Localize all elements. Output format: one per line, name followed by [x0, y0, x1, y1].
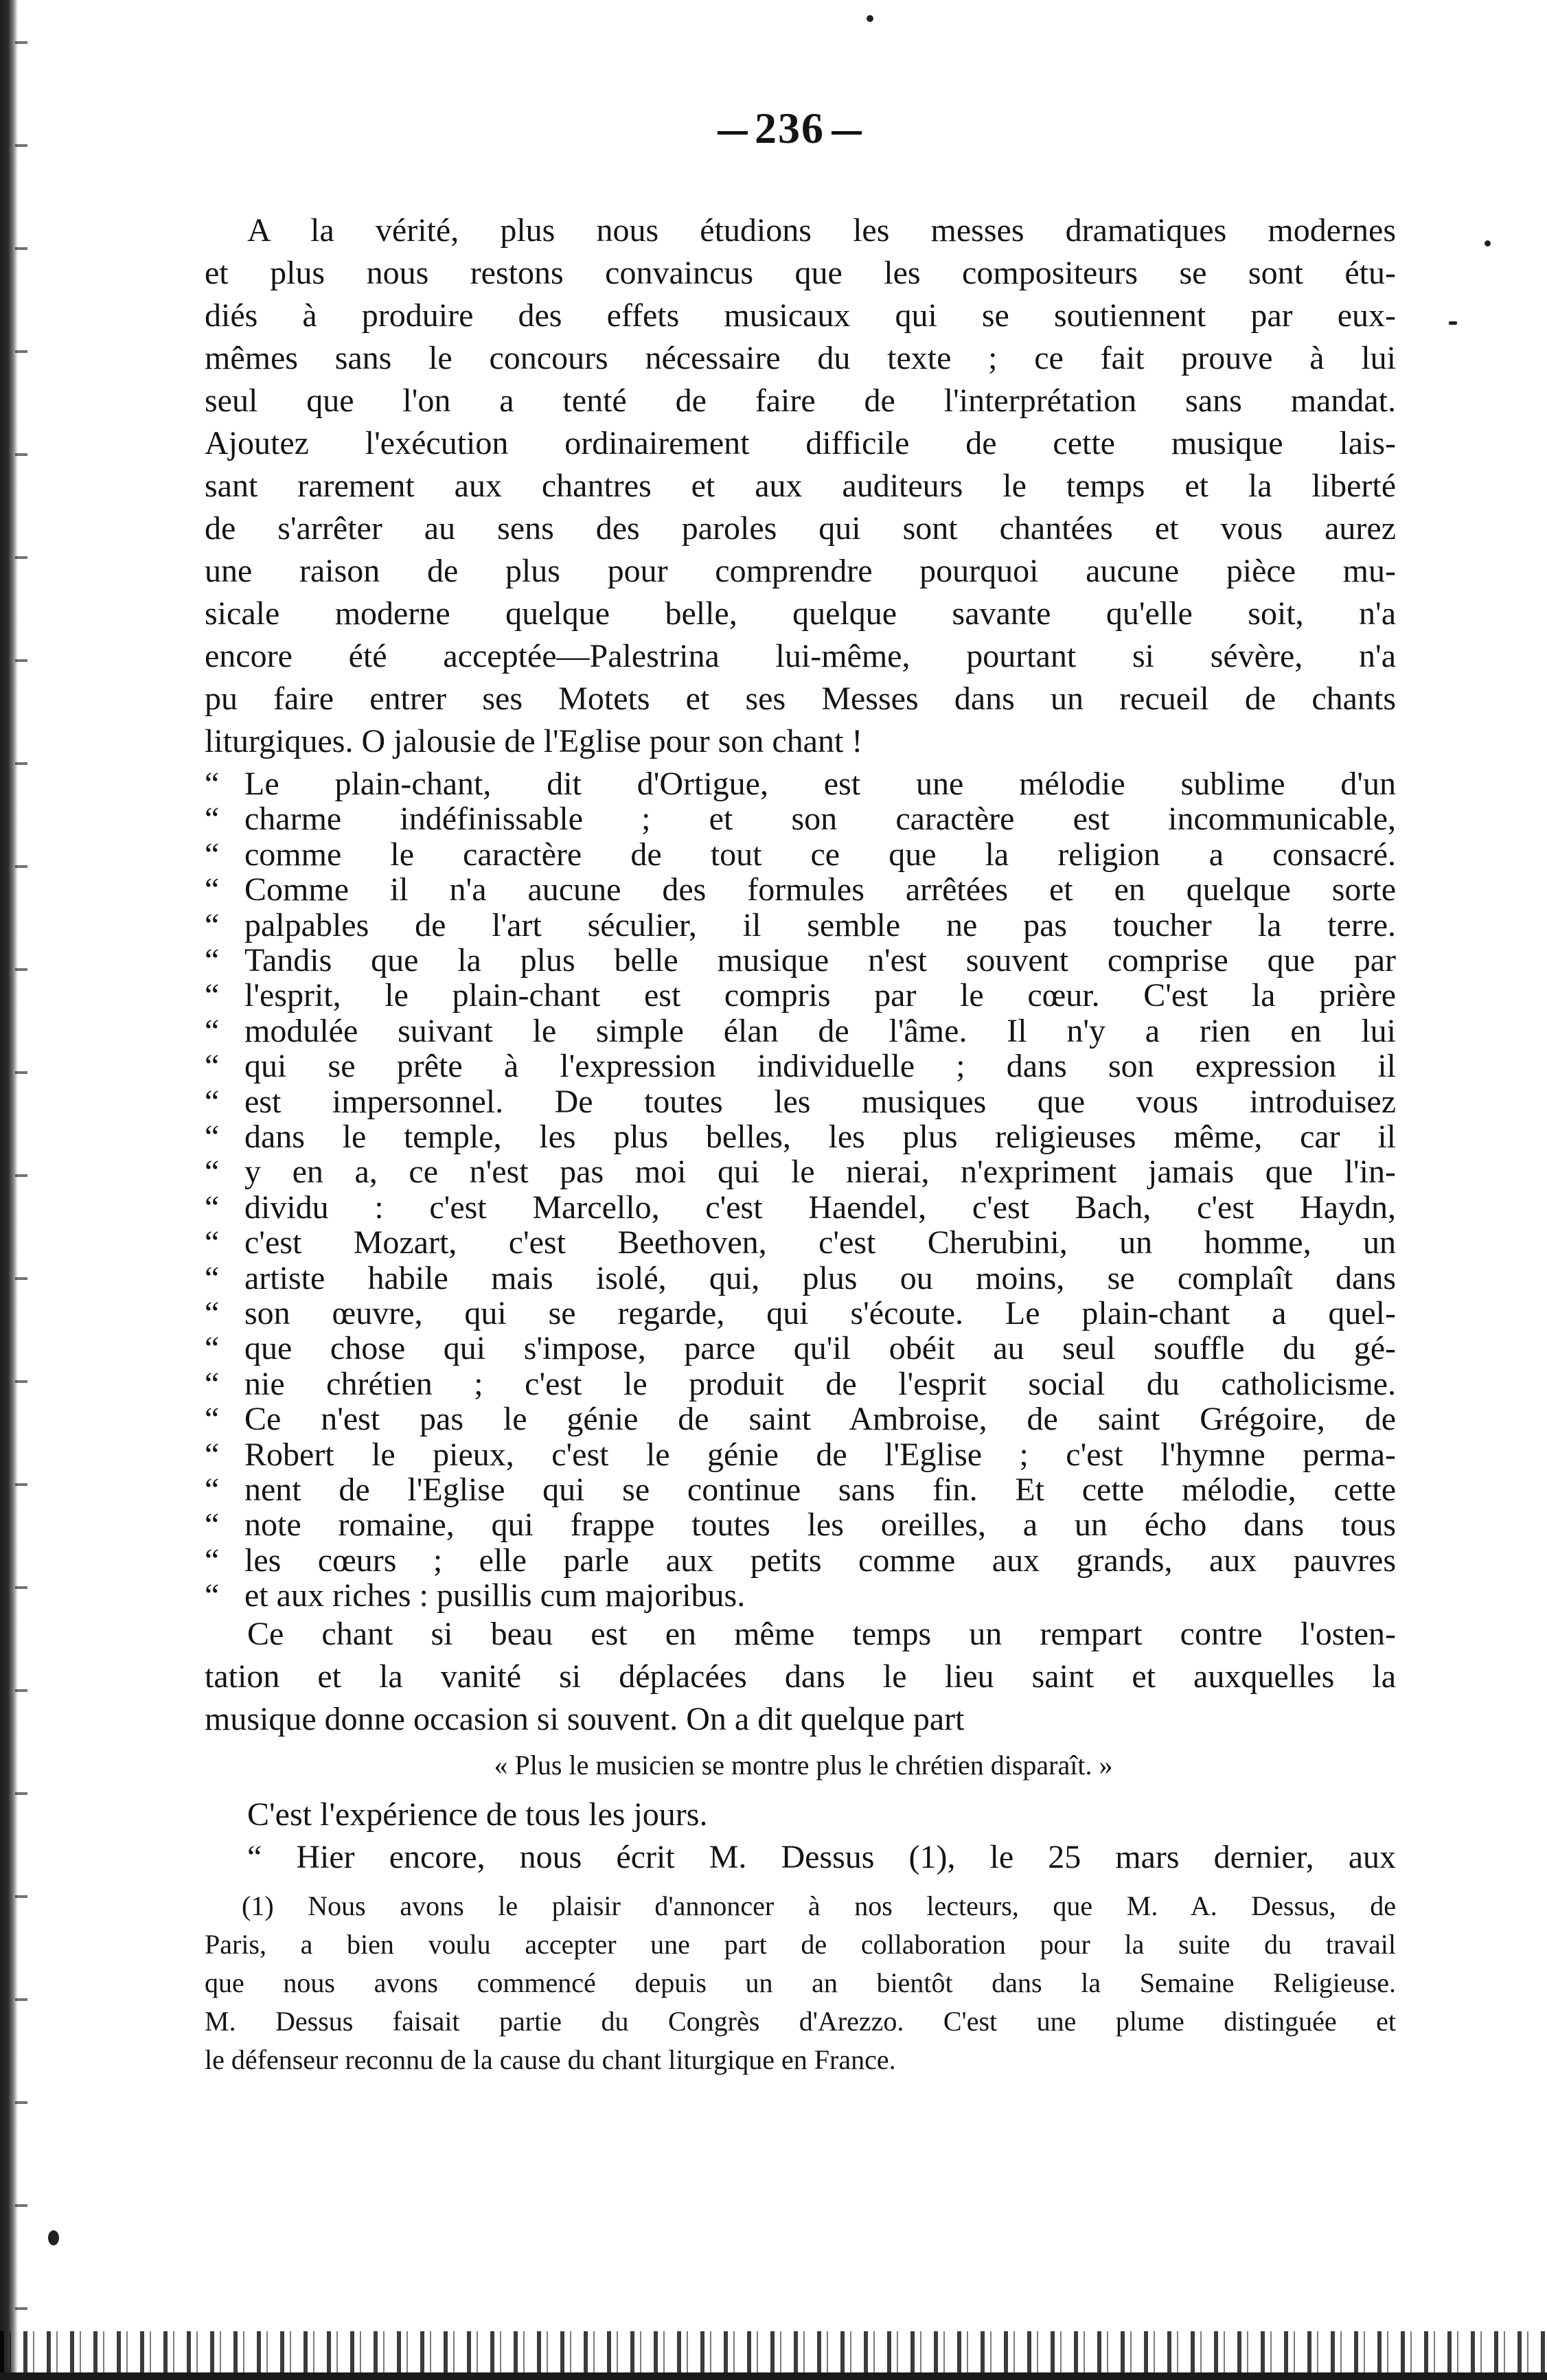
- body-line: Ajoutez l'exécution ordinairement difficile de cette musique lais-: [205, 425, 1396, 461]
- body-line: C'est l'expérience de tous les jours.: [247, 1796, 708, 1833]
- quote-mark: “: [205, 1013, 220, 1049]
- scan-left-edge-spots: [15, 0, 27, 2380]
- quoted-line-text: modulée suivant le simple élan de l'âme. Il n'y a rien en lui: [244, 1013, 1396, 1049]
- body-line: musique donne occasion si souvent. On a dit quelque part: [205, 1701, 965, 1737]
- quote-mark: “: [205, 1154, 220, 1190]
- quoted-line-text: Comme il n'a aucune des formules arrêtées et en quelque sorte: [244, 871, 1396, 908]
- quote-mark: “: [205, 1577, 220, 1614]
- centered-quote: « Plus le musicien se montre plus le chrétien disparaît. »: [494, 1750, 1113, 1781]
- quoted-line-text: Robert le pieux, c'est le génie de l'Eglise ; c'est l'hymne perma-: [244, 1437, 1396, 1473]
- page-number-dash-right: [832, 131, 862, 135]
- quoted-line-text: nie chrétien ; c'est le produit de l'esprit social du catholicisme.: [244, 1366, 1396, 1402]
- quote-mark: “: [205, 1295, 220, 1331]
- footnote-line: M. Dessus faisait partie du Congrès d'Arezzo. C'est une plume distinguée et: [205, 2006, 1396, 2037]
- quote-mark: “: [205, 907, 220, 943]
- quoted-line-text: note romaine, qui frappe toutes les oreilles, a un écho dans tous: [244, 1507, 1396, 1543]
- body-line: sant rarement aux chantres et aux auditeurs le temps et la liberté: [205, 468, 1396, 504]
- footnote-line: que nous avons commencé depuis un an bientôt dans la Semaine Religieuse.: [205, 1967, 1396, 1998]
- quoted-line-text: et aux riches : pusillis cum majoribus.: [244, 1577, 746, 1614]
- quoted-line-text: les cœurs ; elle parle aux petits comme aux grands, aux pauvres: [244, 1542, 1396, 1579]
- scan-speck: [48, 2230, 59, 2245]
- body-line: tation et la vanité si déplacées dans le lieu saint et auxquelles la: [205, 1658, 1396, 1695]
- quote-mark: “: [205, 1507, 220, 1543]
- footnote-line: Paris, a bien voulu accepter une part de collaboration pour la suite du travail: [205, 1929, 1396, 1960]
- quoted-line-text: y en a, ce n'est pas moi qui le nierai, n'expriment jamais que l'in-: [244, 1154, 1396, 1190]
- quote-mark: “: [205, 1472, 220, 1508]
- body-line: une raison de plus pour comprendre pourquoi aucune pièce mu-: [205, 553, 1396, 589]
- scan-bottom-line: [0, 2372, 1547, 2380]
- body-line: sicale moderne quelque belle, quelque savante qu'elle soit, n'a: [205, 595, 1396, 632]
- footnote-line: (1) Nous avons le plaisir d'annoncer à nos lecteurs, que M. A. Dessus, de: [242, 1890, 1396, 1921]
- quote-mark: “: [205, 871, 220, 908]
- scan-speck: [1449, 321, 1457, 325]
- body-line: liturgiques. O jalousie de l'Eglise pour son chant !: [205, 723, 863, 759]
- body-line: de s'arrêter au sens des paroles qui sont chantées et vous aurez: [205, 510, 1396, 547]
- quoted-line-text: est impersonnel. De toutes les musiques que vous introduisez: [244, 1084, 1396, 1120]
- quote-mark: “: [205, 766, 220, 802]
- page-number-text: 236: [755, 104, 825, 152]
- quote-mark: “: [205, 1366, 220, 1402]
- page-number-dash-left: [718, 131, 748, 135]
- quoted-line-text: son œuvre, qui se regarde, qui s'écoute. Le plain-chant a quel-: [244, 1295, 1396, 1331]
- body-line: encore été acceptée—Palestrina lui-même, pourtant si sévère, n'a: [205, 638, 1396, 674]
- quoted-line-text: dividu : c'est Marcello, c'est Haendel, c'est Bach, c'est Haydn,: [244, 1189, 1396, 1226]
- body-line: et plus nous restons convaincus que les compositeurs se sont étu-: [205, 255, 1396, 291]
- quote-mark: “: [205, 1542, 220, 1579]
- quote-mark: “: [205, 1401, 220, 1437]
- page-number: [687, 103, 893, 154]
- quoted-line-text: Tandis que la plus belle musique n'est souvent comprise que par: [244, 942, 1396, 979]
- body-line: mêmes sans le concours nécessaire du texte ; ce fait prouve à lui: [205, 340, 1396, 376]
- quote-mark: “: [205, 942, 220, 979]
- quoted-line-text: que chose qui s'impose, parce qu'il obéit au seul souffle du gé-: [244, 1330, 1396, 1366]
- scan-speck: [1485, 240, 1491, 247]
- quoted-line-text: Le plain-chant, dit d'Ortigue, est une mélodie sublime d'un: [244, 766, 1396, 802]
- quote-mark: “: [205, 1189, 220, 1226]
- quote-mark: “: [205, 1119, 220, 1155]
- scan-speck: [867, 15, 873, 22]
- quote-mark: “: [205, 1084, 220, 1120]
- quoted-line-text: charme indéfinissable ; et son caractère est incommunicable,: [244, 801, 1396, 837]
- quote-mark: “: [205, 801, 220, 837]
- quote-mark: “: [205, 1224, 220, 1261]
- quote-mark: “: [205, 977, 220, 1014]
- quote-mark: “: [205, 1260, 220, 1296]
- quoted-line-text: dans le temple, les plus belles, les plus religieuses même, car il: [244, 1119, 1396, 1155]
- body-line: diés à produire des effets musicaux qui se soutiennent par eux-: [205, 297, 1396, 334]
- quoted-line-text: palpables de l'art séculier, il semble ne pas toucher la terre.: [244, 907, 1396, 943]
- quoted-line: [205, 1575, 1396, 1617]
- footnote-line: le défenseur reconnu de la cause du chant liturgique en France.: [205, 2044, 896, 2075]
- body-line: seul que l'on a tenté de faire de l'interprétation sans mandat.: [205, 382, 1396, 419]
- body-line: Ce chant si beau est en même temps un rempart contre l'osten-: [247, 1616, 1396, 1652]
- body-line: pu faire entrer ses Motets et ses Messes dans un recueil de chants: [205, 680, 1396, 717]
- quoted-line-text: qui se prête à l'expression individuelle ; dans son expression il: [244, 1048, 1396, 1084]
- quoted-line-text: Ce n'est pas le génie de saint Ambroise, de saint Grégoire, de: [244, 1401, 1396, 1437]
- quote-mark: “: [205, 1437, 220, 1473]
- quoted-line-text: artiste habile mais isolé, qui, plus ou moins, se complaît dans: [244, 1260, 1396, 1296]
- quote-mark: “: [205, 836, 220, 873]
- quote-mark: “: [205, 1330, 220, 1366]
- quoted-line-text: l'esprit, le plain-chant est compris par le cœur. C'est la prière: [244, 977, 1396, 1014]
- body-line: “ Hier encore, nous écrit M. Dessus (1), le 25 mars dernier, aux: [247, 1839, 1396, 1875]
- quote-mark: “: [205, 1048, 220, 1084]
- body-line: A la vérité, plus nous étudions les messes dramatiques modernes: [247, 212, 1396, 249]
- quoted-line-text: comme le caractère de tout ce que la religion a consacré.: [244, 836, 1396, 873]
- quoted-line-text: nent de l'Eglise qui se continue sans fin. Et cette mélodie, cette: [244, 1472, 1396, 1508]
- quoted-line-text: c'est Mozart, c'est Beethoven, c'est Cherubini, un homme, un: [244, 1224, 1396, 1261]
